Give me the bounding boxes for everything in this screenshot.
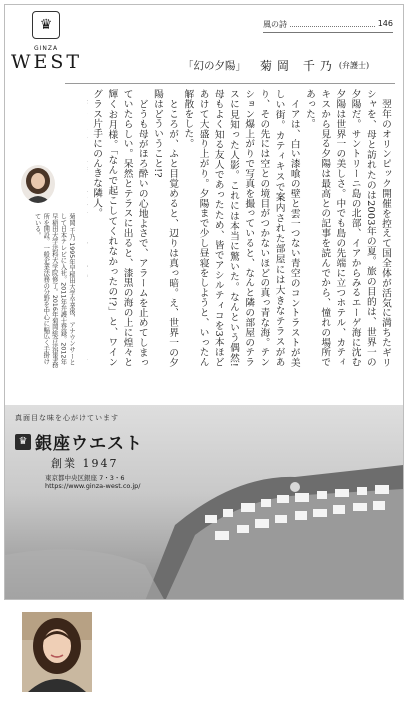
paragraph: イアは、白い漆喰の壁と雲一つない青空のコントラストが美しい街。カティキスで案内された部屋には大きなテラスがあり、その先には空との境目がつかないほどの真っ青な海。テンション爆上がりで写真を撮っていると、なんと隣の部屋のテラスに見知った人影。これには本当に驚いた。なんという偶然!母もよく知る友人であったため、皆でアシルティコを3本ほどあけて大盛り上がり。夕陽まで少し昼寝をしようと、いったん解散をした。: [182, 89, 300, 367]
article-title: 「幻の夕陽」: [183, 59, 246, 72]
series-title: 風の詩: [263, 20, 287, 29]
brand-west: WEST: [11, 51, 83, 73]
ad-url[interactable]: https://www.ginza-west.co.jp/: [45, 482, 141, 490]
column-page: [4, 4, 404, 600]
author-name: 菊岡 千乃: [260, 58, 337, 73]
brand-ginza: GINZA: [33, 45, 59, 52]
crest-icon: ♛: [32, 11, 60, 39]
author-role: (弁護士): [338, 60, 370, 70]
leader-dots: [290, 19, 375, 27]
ad-slogan: 真面目な味を心がけています: [15, 414, 119, 422]
ad-address: 東京都中央区銀座 7・3・6: [45, 474, 125, 482]
advertisement: [5, 405, 403, 600]
ad-founded: 創業 1947: [51, 457, 119, 470]
ad-logo: [15, 429, 143, 454]
title-row: [183, 55, 393, 75]
page-number: 146: [377, 19, 393, 28]
paragraph: 翌年のオリンピック開催を控えて国全体が活気に満ちたギリシャを、母と訪れたのは2003年の夏。旅の目的は、世界一の夕陽だ。サントリーニ島の北部、イアからみるエーゲ海に沈む夕陽は世界一の美しさ。中でも島の先端に立つホテル、カティキスから見る夕陽は最高との記事を読んでから、憧れの場所であった。: [303, 89, 391, 367]
author-photo: [21, 165, 55, 203]
paragraph: [87, 89, 89, 367]
ad-crest-icon: ♛: [15, 434, 31, 450]
ginza-west-logo: [11, 11, 81, 83]
title-divider: [65, 83, 395, 84]
author-thumbnail[interactable]: [22, 612, 92, 692]
article-body: [87, 89, 393, 367]
author-bio: 菊岡 千乃 1995年早稲田大学卒業後、アナウンサーとして日本テレビに入社。2011年弁護士登録。2012年早稲田大学法科大学院修了。2016年菊岡総合法律事務所を開設。一般企業法務の分野を中心に幅広く手掛けている。: [33, 213, 75, 368]
page-header: [263, 19, 393, 33]
ad-brand-name: 銀座ウエスト: [35, 434, 143, 454]
paragraph: ところが、ふと目覚めると、辺りは真っ暗。え、世界一の夕陽はどういうこと!?: [151, 89, 179, 367]
paragraph: どうも母がほろ酔いの心地よさで、アラームを止めてしまっていたらしい。呆然とテラスに出ると、漆黒の海の上に煌々と輝くお月様。「なんで起こしてくれなかったの!?」と、ワイングラス片手にのんきな隣人。: [91, 89, 148, 367]
